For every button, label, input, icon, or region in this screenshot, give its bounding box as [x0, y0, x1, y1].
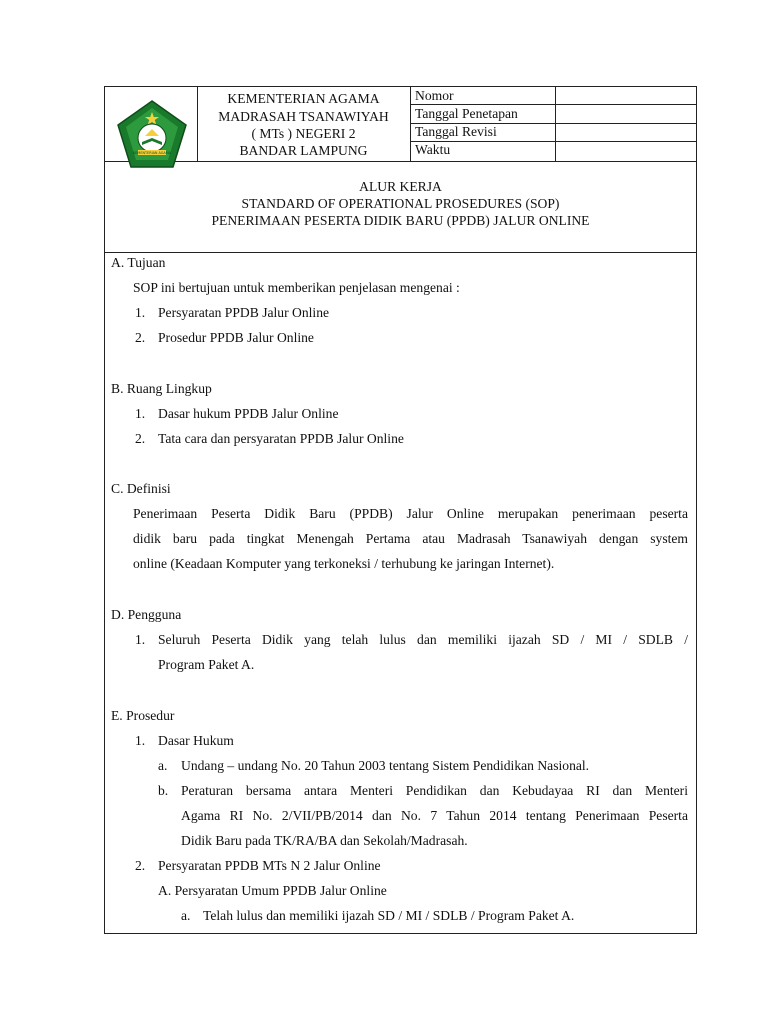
dasar-hukum-item: Undang – undang No. 20 Tahun 2003 tentang Sistem Pendidikan Nasional.	[181, 758, 590, 773]
meta-label-tanggal-revisi: Tanggal Revisi	[415, 124, 497, 139]
header-divider	[555, 87, 556, 161]
section-heading-ruang-lingkup: B. Ruang Lingkup	[111, 381, 212, 396]
tujuan-intro: SOP ini bertujuan untuk memberikan penjelasan mengenai :	[133, 280, 460, 295]
list-marker: 1.	[135, 305, 146, 320]
title-bottom-rule	[105, 252, 696, 253]
title-line: ALUR KERJA	[359, 179, 442, 194]
pengguna-line: Program Paket A.	[158, 657, 255, 672]
definisi-line: Penerimaan Peserta Didik Baru (PPDB) Jalur Online merupakan penerimaan peserta	[133, 506, 688, 521]
persyaratan-item: Telah lulus dan memiliki ijazah SD / MI / SDLB / Program Paket A.	[203, 908, 575, 923]
kementerian-agama-logo	[115, 98, 189, 172]
definisi-line: didik baru pada tingkat Menengah Pertama atau Madrasah Tsanawiyah dengan system	[133, 531, 688, 546]
dasar-hukum-line: Didik Baru pada TK/RA/BA dan Sekolah/Madrasah.	[181, 833, 468, 848]
ruang-lingkup-item: Tata cara dan persyaratan PPDB Jalur Online	[158, 431, 404, 446]
pengguna-line: Seluruh Peserta Didik yang telah lulus dan memiliki ijazah SD / MI / SDLB /	[158, 632, 688, 647]
header-divider	[410, 87, 411, 161]
meta-row-divider	[410, 141, 696, 142]
section-heading-prosedur: E. Prosedur	[111, 708, 175, 723]
dasar-hukum-line: Peraturan bersama antara Menteri Pendidikan dan Kebudayaa RI dan Menteri	[181, 783, 688, 798]
list-marker: b.	[158, 783, 169, 798]
header-bottom-rule	[105, 161, 696, 162]
section-heading-definisi: C. Definisi	[111, 481, 171, 496]
list-marker: 2.	[135, 858, 146, 873]
list-marker: a.	[181, 908, 191, 923]
tujuan-item: Persyaratan PPDB Jalur Online	[158, 305, 330, 320]
institution-line: KEMENTERIAN AGAMA	[227, 91, 380, 106]
tujuan-item: Prosedur PPDB Jalur Online	[158, 330, 314, 345]
list-marker: 2.	[135, 330, 146, 345]
list-marker: 2.	[135, 431, 146, 446]
prosedur-item: Persyaratan PPDB MTs N 2 Jalur Online	[158, 858, 381, 873]
prosedur-item: Dasar Hukum	[158, 733, 234, 748]
persyaratan-subheading: A. Persyaratan Umum PPDB Jalur Online	[158, 883, 387, 898]
dasar-hukum-line: Agama RI No. 2/VII/PB/2014 dan No. 7 Tahun 2014 tentang Penerimaan Peserta	[181, 808, 688, 823]
meta-label-nomor: Nomor	[415, 88, 454, 103]
meta-label-waktu: Waktu	[415, 142, 451, 157]
institution-line: MADRASAH TSANAWIYAH	[218, 109, 389, 124]
section-heading-tujuan: A. Tujuan	[111, 255, 166, 270]
institution-line: ( MTs ) NEGERI 2	[251, 126, 356, 141]
list-marker: 1.	[135, 733, 146, 748]
institution-line: BANDAR LAMPUNG	[239, 143, 368, 158]
meta-label-tanggal-penetapan: Tanggal Penetapan	[415, 106, 518, 121]
section-heading-pengguna: D. Pengguna	[111, 607, 182, 622]
logo-text: KEMENTERIAN AGAMA	[133, 151, 171, 155]
title-line: PENERIMAAN PESERTA DIDIK BARU (PPDB) JALUR ONLINE	[211, 213, 590, 228]
title-line: STANDARD OF OPERATIONAL PROSEDURES (SOP)	[241, 196, 560, 211]
meta-row-divider	[410, 104, 696, 105]
list-marker: 1.	[135, 632, 146, 647]
ruang-lingkup-item: Dasar hukum PPDB Jalur Online	[158, 406, 339, 421]
list-marker: 1.	[135, 406, 146, 421]
definisi-line: online (Keadaan Komputer yang terkoneksi / terhubung ke jaringan Internet).	[133, 556, 555, 571]
list-marker: a.	[158, 758, 168, 773]
